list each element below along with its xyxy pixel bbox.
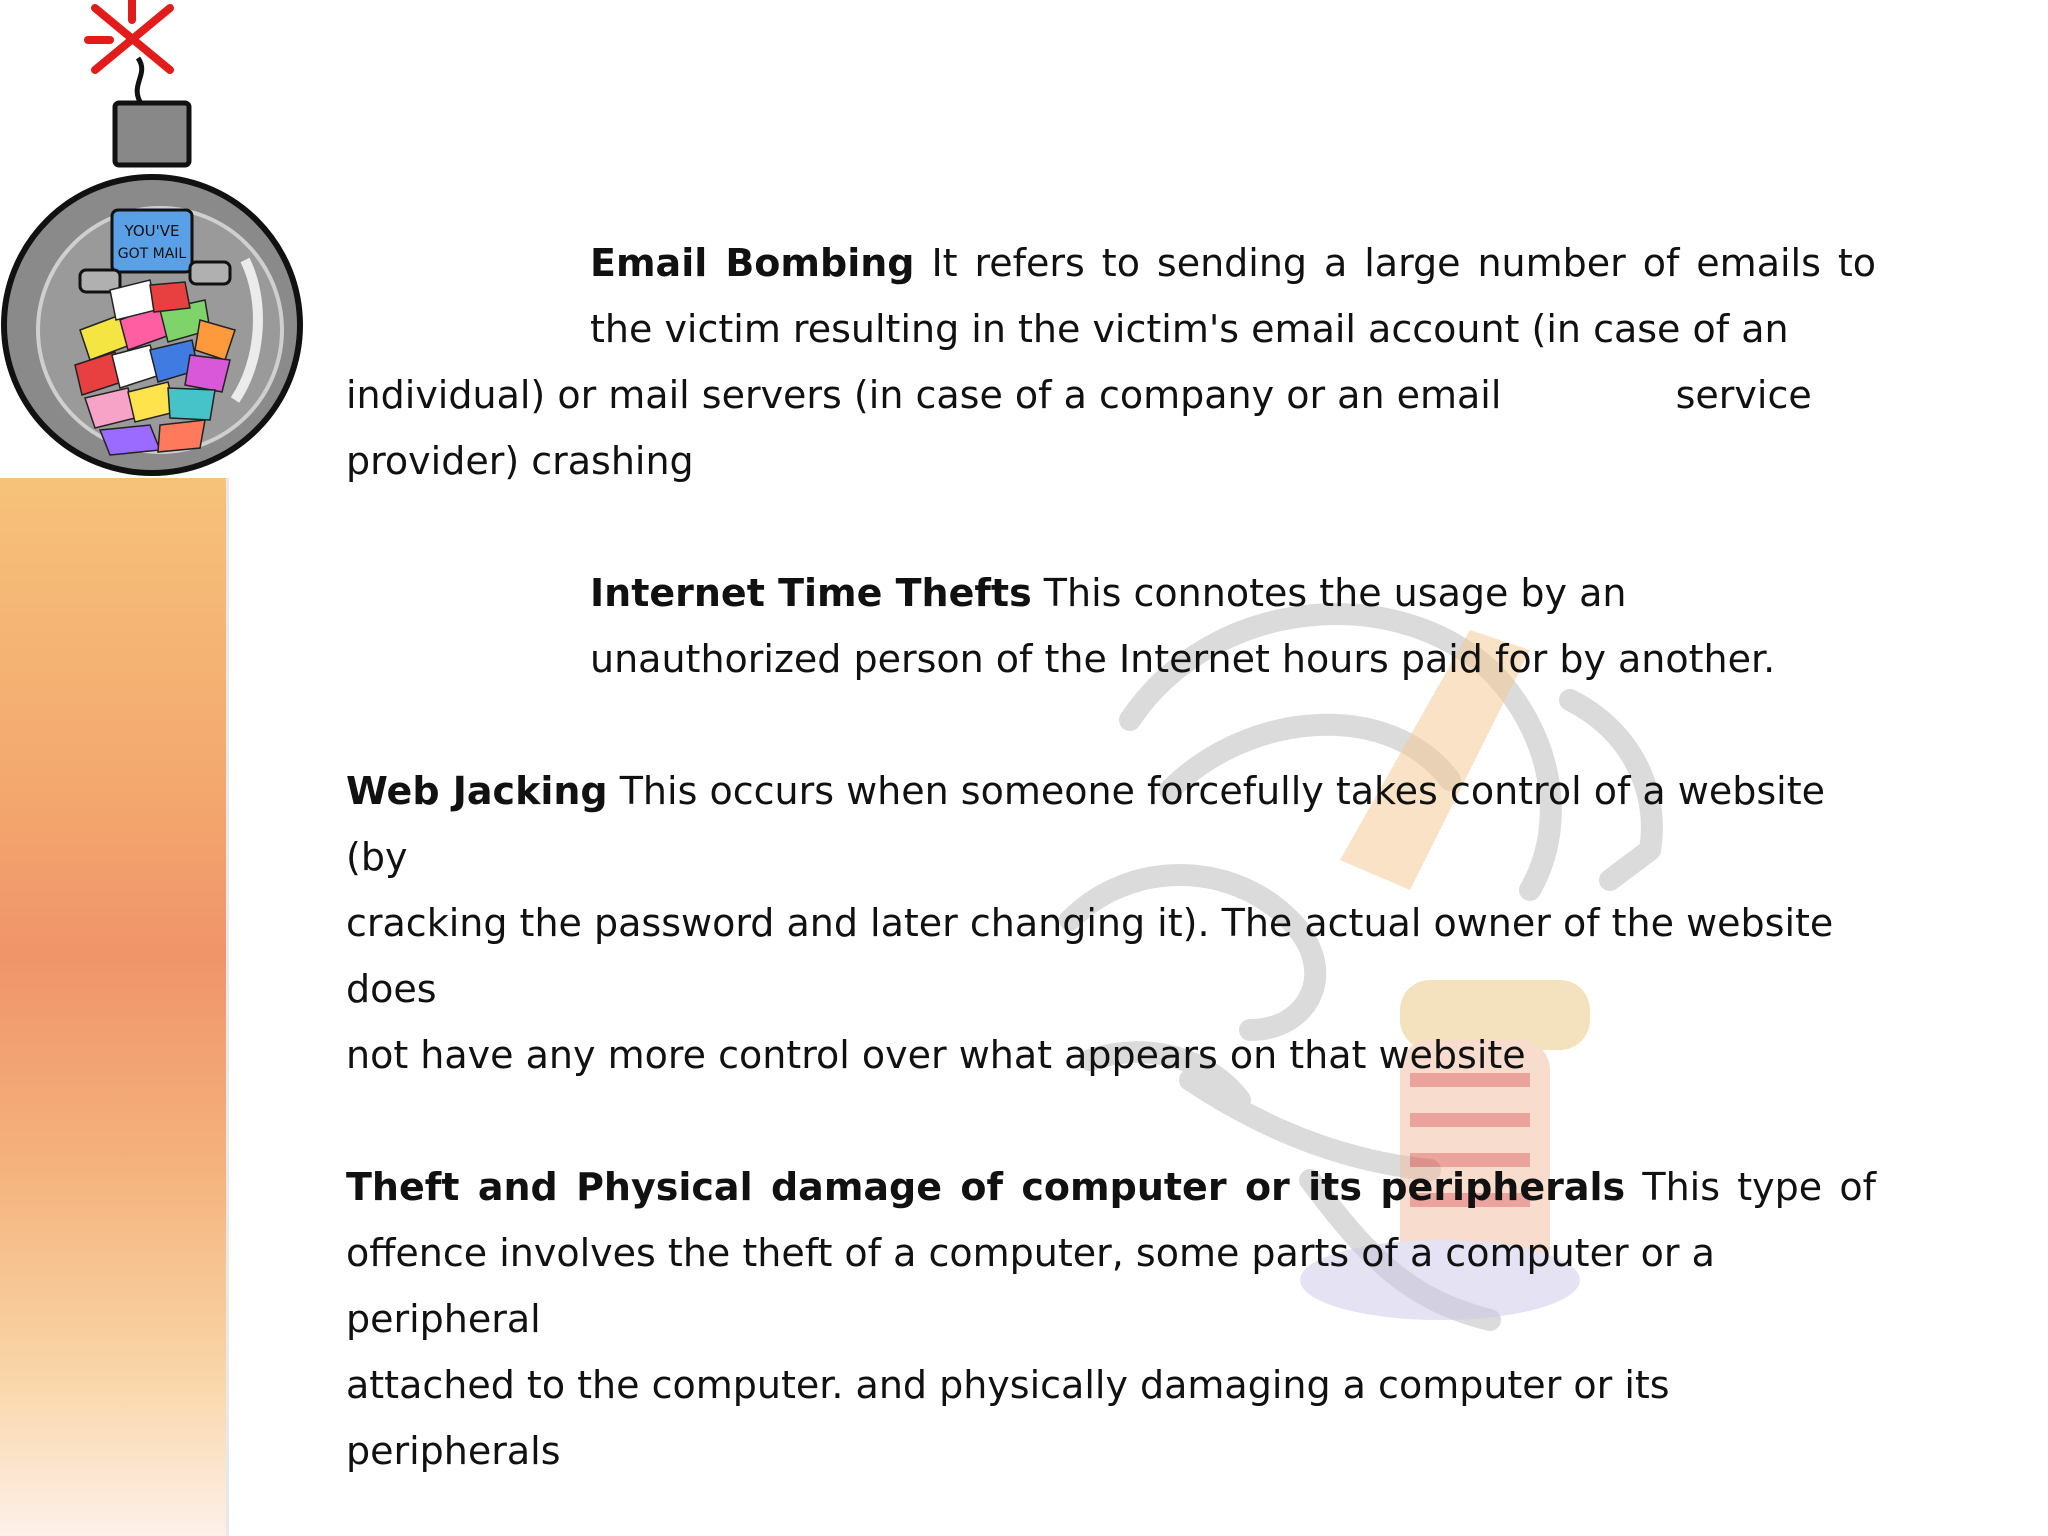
email-bombing-line3: individual) or mail servers (in case of a company or an email bbox=[346, 373, 1502, 417]
theft-physical-damage-line3: attached to the computer. and physically damaging a computer or its peripherals bbox=[346, 1363, 1670, 1473]
heading-theft-physical-damage: Theft and Physical damage of computer or its peripherals bbox=[346, 1165, 1626, 1209]
web-jacking-line2: cracking the password and later changing it). The actual owner of the website does bbox=[346, 901, 1834, 1011]
internet-time-thefts-line2: unauthorized person of the Internet hours paid for by another. bbox=[590, 637, 1776, 681]
web-jacking-line1: This occurs when someone forcefully takes control of a website (by bbox=[346, 769, 1826, 879]
heading-internet-time-thefts: Internet Time Thefts bbox=[590, 571, 1032, 615]
email-bombing-line1: It refers to sending a large number of emails to bbox=[931, 241, 1876, 285]
paragraph-internet-time-thefts bbox=[346, 560, 1876, 692]
email-bomb-illustration bbox=[0, 0, 310, 480]
side-gradient-bar bbox=[0, 478, 229, 1536]
paragraph-email-bombing bbox=[346, 230, 1876, 494]
email-bombing-line3b: service bbox=[1675, 373, 1812, 417]
theft-physical-damage-line2: offence involves the theft of a computer, some parts of a computer or a peripheral bbox=[346, 1231, 1715, 1341]
email-bombing-line2: the victim resulting in the victim's email account (in case of an bbox=[590, 307, 1789, 351]
email-bombing-line4: provider) crashing bbox=[346, 439, 694, 483]
slide-body-text bbox=[346, 230, 1876, 1484]
spark-icon bbox=[88, 0, 170, 70]
internet-time-thefts-line1: This connotes the usage by an bbox=[1043, 571, 1627, 615]
paragraph-web-jacking bbox=[346, 758, 1876, 1088]
theft-physical-damage-line1: This type of bbox=[1642, 1165, 1876, 1209]
bomb-label-line1: YOU'VE bbox=[124, 222, 180, 240]
bomb-label-line2: GOT MAIL bbox=[117, 246, 187, 262]
heading-web-jacking: Web Jacking bbox=[346, 769, 608, 813]
paragraph-theft-physical-damage bbox=[346, 1154, 1876, 1484]
web-jacking-line3: not have any more control over what appears on that website bbox=[346, 1033, 1526, 1077]
heading-email-bombing: Email Bombing bbox=[590, 241, 915, 285]
